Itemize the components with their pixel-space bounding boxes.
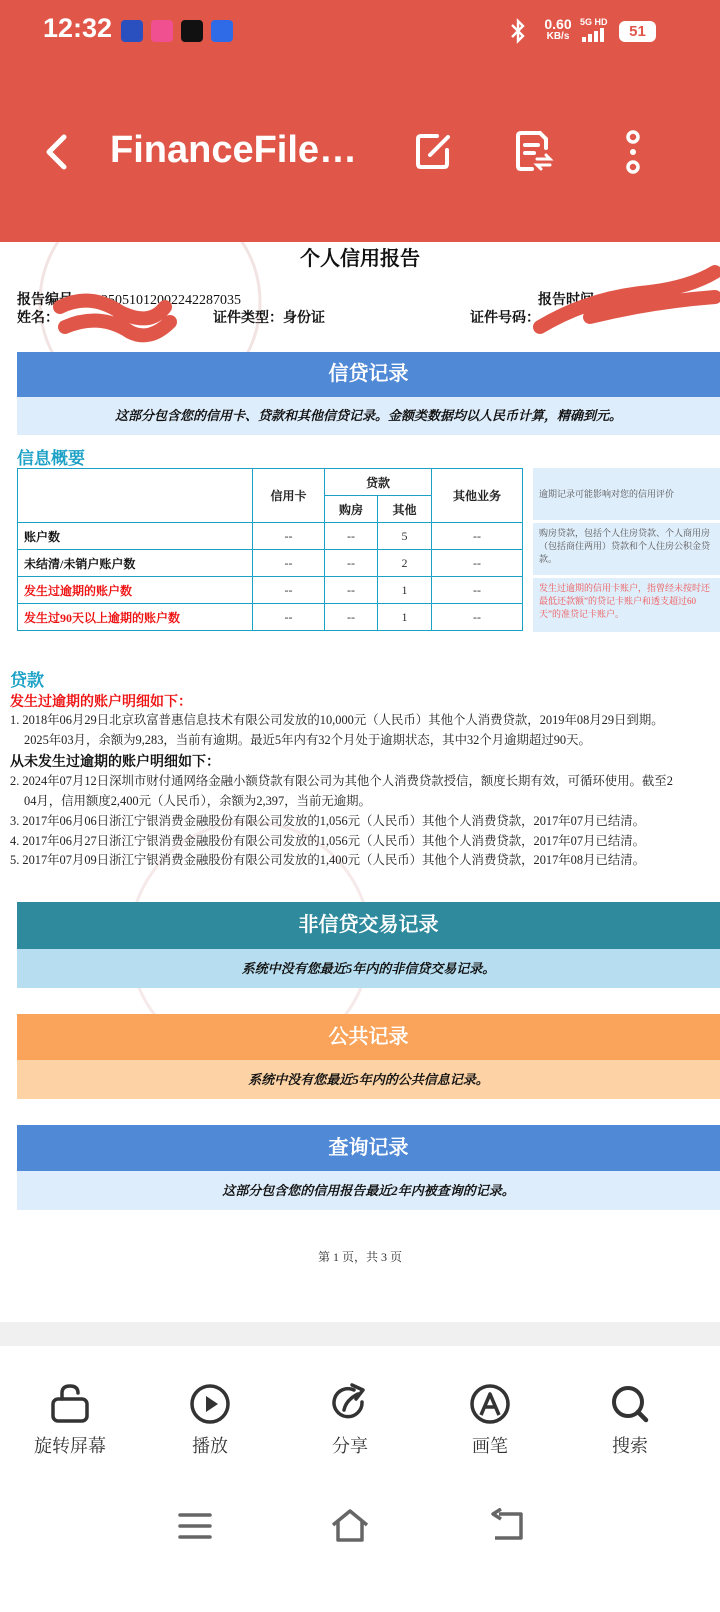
more-vertical-icon[interactable] (621, 130, 645, 174)
battery-icon (619, 21, 656, 42)
loan-detail-item: 3. 2017年06月06日浙江宁银消费金融股份有限公司发放的1,056元（人民币）其他个人消费贷款，2017年07月已结清。 (10, 814, 646, 828)
status-time: 12:32 (43, 13, 113, 43)
col-housing: 购房 (325, 496, 378, 523)
pen-icon (468, 1382, 512, 1426)
bluetooth-icon (509, 18, 527, 44)
signal-indicator: 5G HD (580, 17, 616, 47)
search-label: 搜索 (612, 1436, 648, 1457)
report-time-label: 报告时间 (538, 293, 594, 308)
col-loan: 贷款 (325, 469, 432, 496)
id-number-label: 证件号码： (470, 311, 540, 326)
credit-record-description: 这部分包含您的信用卡、贷款和其他信贷记录。金额类数据均以人民币计算，精确到元。 (17, 397, 720, 435)
loan-detail-item: 2. 2024年07月12日深圳市财付通网络金融小额贷款有限公司为其他个人消费贷款授信，额度长期有效，可循环使用。截至2 (10, 774, 673, 788)
share-icon (328, 1382, 372, 1426)
loan-detail-item: 2025年03月，余额为9,283，当前有逾期。最近5年内有32个月处于逾期状态，其中32个月逾期超过90天。 (24, 733, 591, 747)
report-title: 个人信用报告 (300, 248, 420, 270)
app-notification-icon (121, 20, 143, 42)
name-label: 姓名： (17, 311, 59, 326)
battery-level: 51 (629, 23, 646, 40)
redaction-mark (50, 287, 180, 347)
search-icon (608, 1382, 652, 1426)
share-button[interactable] (295, 1382, 405, 1458)
document-page[interactable] (0, 242, 720, 1322)
col-other-business: 其他业务 (432, 469, 523, 523)
document-convert-icon[interactable] (512, 128, 554, 174)
baidu-icon (211, 20, 233, 42)
document-title: FinanceFile… (110, 129, 358, 171)
overdue-heading: 发生过逾期的账户明细如下： (10, 695, 192, 710)
play-button[interactable] (155, 1382, 265, 1458)
summary-table (17, 468, 523, 631)
inquiry-record-header: 查询记录 (17, 1125, 720, 1171)
signal-icon (580, 28, 610, 42)
table-row: 未结清/未销户账户数 -- -- 2 -- (18, 550, 523, 577)
col-credit-card: 信用卡 (253, 469, 325, 523)
status-bar (0, 0, 720, 62)
loan-detail-item: 04月，信用额度2,400元（人民币），余额为2,397，当前无逾期。 (24, 794, 371, 808)
loan-detail-item: 1. 2018年06月29日北京玖富普惠信息技术有限公司发放的10,000元（人民币）其他个人消费贷款，2019年08月29日到期。 (10, 713, 664, 727)
public-record-header: 公共记录 (17, 1014, 720, 1060)
play-label: 播放 (192, 1436, 228, 1457)
back-nav-icon[interactable] (487, 1508, 527, 1544)
tiktok-icon (181, 20, 203, 42)
menu-nav-icon[interactable] (177, 1510, 213, 1542)
redaction-mark (530, 257, 720, 347)
side-note: 逾期记录可能影响对您的信用评价 (533, 468, 720, 520)
bottom-action-bar (0, 1346, 720, 1612)
public-record-description: 系统中没有您最近5年内的公共信息记录。 (17, 1060, 720, 1099)
rotate-screen-label: 旋转屏幕 (34, 1436, 106, 1457)
play-icon (188, 1382, 232, 1426)
credit-record-header: 信贷记录 (17, 352, 720, 397)
table-corner (18, 469, 253, 523)
home-nav-icon[interactable] (329, 1506, 371, 1544)
pen-button[interactable] (435, 1382, 545, 1458)
table-row: 发生过逾期的账户数 -- -- 1 -- (18, 577, 523, 604)
id-type: 证件类型：身份证 (213, 311, 325, 326)
network-speed: 0.60 KB/s (544, 16, 572, 42)
pen-label: 画笔 (472, 1436, 508, 1457)
col-other: 其他 (378, 496, 432, 523)
side-note: 购房贷款，包括个人住房贷款、个人商用房（包括商住两用）贷款和个人住房公积金贷款。 (533, 523, 720, 575)
loans-title: 贷款 (10, 671, 44, 690)
search-button[interactable] (575, 1382, 685, 1458)
non-credit-description: 系统中没有您最近5年内的非信贷交易记录。 (17, 949, 720, 988)
side-note: 发生过逾期的信用卡账户，指曾经未按时还最低还款额”的贷记卡账户和透支超过60天”的准贷记卡账户。 (533, 578, 720, 632)
overview-title: 信息概要 (17, 449, 85, 468)
app-notification-icon (151, 20, 173, 42)
app-toolbar (0, 62, 720, 242)
rotate-screen-button[interactable] (15, 1382, 125, 1458)
share-label: 分享 (332, 1436, 368, 1457)
page-footer: 第 1 页，共 3 页 (317, 1250, 402, 1264)
non-credit-header: 非信贷交易记录 (17, 902, 720, 949)
back-arrow-icon[interactable] (40, 132, 74, 172)
rotate-screen-icon (48, 1382, 92, 1426)
table-row: 账户数 -- -- 5 -- (18, 523, 523, 550)
inquiry-record-description: 这部分包含您的信用报告最近2年内被查询的记录。 (17, 1171, 720, 1210)
report-number: 报告编号：2025051012002242287035 (17, 293, 241, 308)
table-row: 发生过90天以上逾期的账户数 -- -- 1 -- (18, 604, 523, 631)
edit-icon[interactable] (413, 130, 453, 172)
normal-heading: 从未发生过逾期的账户明细如下： (10, 755, 220, 770)
loan-detail-item: 4. 2017年06月27日浙江宁银消费金融股份有限公司发放的1,056元（人民币）其他个人消费贷款，2017年07月已结清。 (10, 834, 646, 848)
loan-detail-item: 5. 2017年07月09日浙江宁银消费金融股份有限公司发放的1,400元（人民币）其他个人消费贷款，2017年08月已结清。 (10, 853, 646, 867)
